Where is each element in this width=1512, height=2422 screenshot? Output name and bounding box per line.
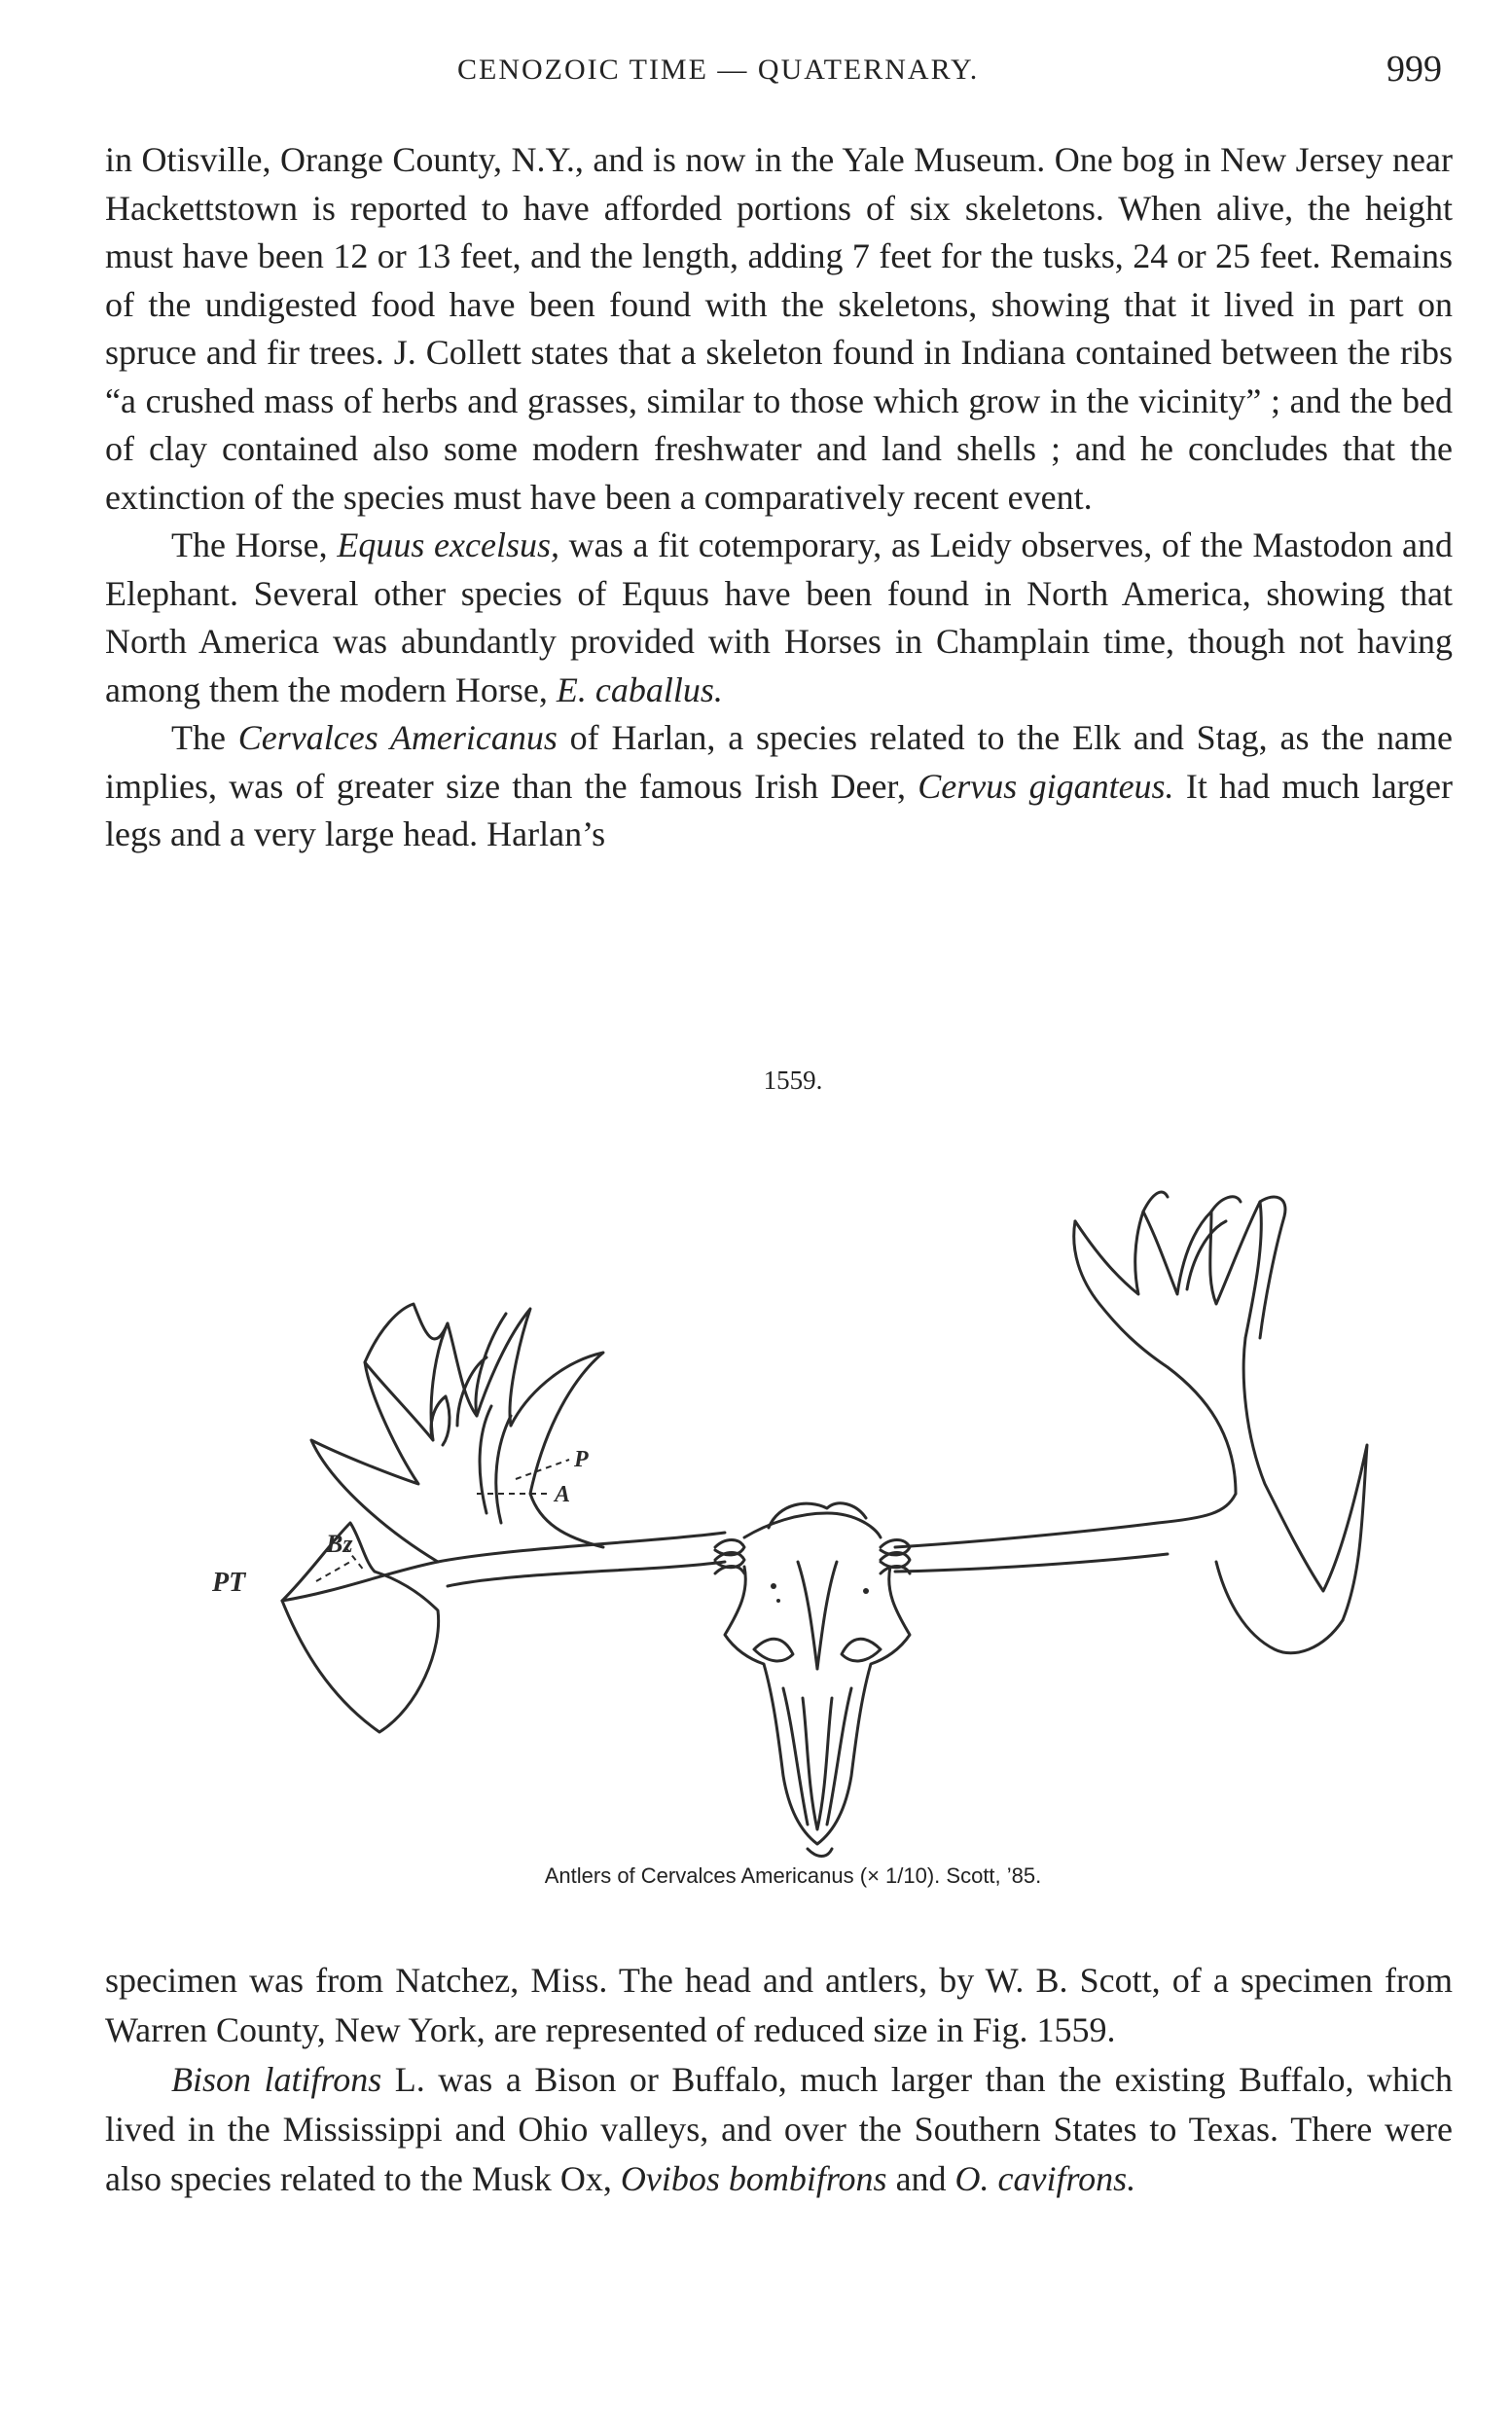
species-name: Equus excelsus, [337, 525, 559, 564]
running-title: CENOZOIC TIME — QUATERNARY. [457, 54, 980, 86]
paragraph-specimen: specimen was from Natchez, Miss. The head and antlers, by W. B. Scott, of a specimen from Warren County, New York, are represented of reduced size in Fig. 1559. [105, 1961, 1453, 2049]
body-text-bottom [105, 1956, 1453, 2204]
figure-caption: Antlers of Cervalces Americanus (× 1/10). Scott, ’85. [544, 1863, 1042, 1888]
species-name: Bison latifrons [171, 2060, 382, 2099]
figure-number: 1559. [763, 1066, 823, 1095]
label-bz: Bz [326, 1530, 353, 1558]
paragraph-bison: Bison latifrons L. was a Bison or Buffalo, much larger than the existing Buffalo, which lived in the Mississippi and Ohio valleys, and over the Southern States to Texas. There were also species related to the Musk Ox, Ovibos bombifrons and O. cavifrons. [105, 2060, 1453, 2198]
label-pt: PT [212, 1568, 246, 1598]
figure-1559 [195, 1066, 1391, 1912]
body-text-top [105, 136, 1453, 859]
label-p: P [574, 1447, 589, 1472]
species-name: Ovibos bombifrons [620, 2159, 887, 2198]
paragraph-mastodon: in Otisville, Orange County, N.Y., and is now in the Yale Museum. One bog in New Jersey near Hackettstown is reported to have afforded portions of six skeletons. When alive, the height must have been 12 or 13 feet, and the length, adding 7 feet for the tusks, 24 or 25 feet. Remains of the undigested food have been found with the skeletons, showing that it lived in part on spruce and fir trees. J. Collett states that a skeleton found in Indiana contained between the ribs “a crushed mass of herbs and grasses, similar to those which grow in the vicinity” ; and the bed of clay contained also some modern freshwater and land shells ; and he concludes that the extinction of the species must have been a comparatively recent event. [105, 140, 1453, 517]
species-name: Cervus giganteus. [918, 766, 1174, 806]
label-a: A [555, 1482, 571, 1507]
species-name: Cervalces Americanus [237, 718, 558, 757]
running-head [0, 49, 1512, 102]
species-name: O. cavifrons. [954, 2159, 1136, 2198]
page-number: 999 [1386, 49, 1442, 90]
species-name: E. caballus. [556, 669, 723, 709]
antler-skull-illustration [195, 1104, 1391, 1863]
paragraph-cervalces: The Cervalces Americanus of Harlan, a species related to the Elk and Stag, as the name implies, was of greater size than the famous Irish Deer, Cervus giganteus. It had much larger legs and a very large head. Harlan’s [105, 718, 1454, 853]
paragraph-horse: The Horse, Equus excelsus, was a fit cotemporary, as Leidy observes, of the Mastodon and Elephant. Several other species of Equus have been found in North America, showing that North America was abundantly provided with Horses in Champlain time, though not having among them the modern Horse, E. caballus. [105, 525, 1454, 709]
